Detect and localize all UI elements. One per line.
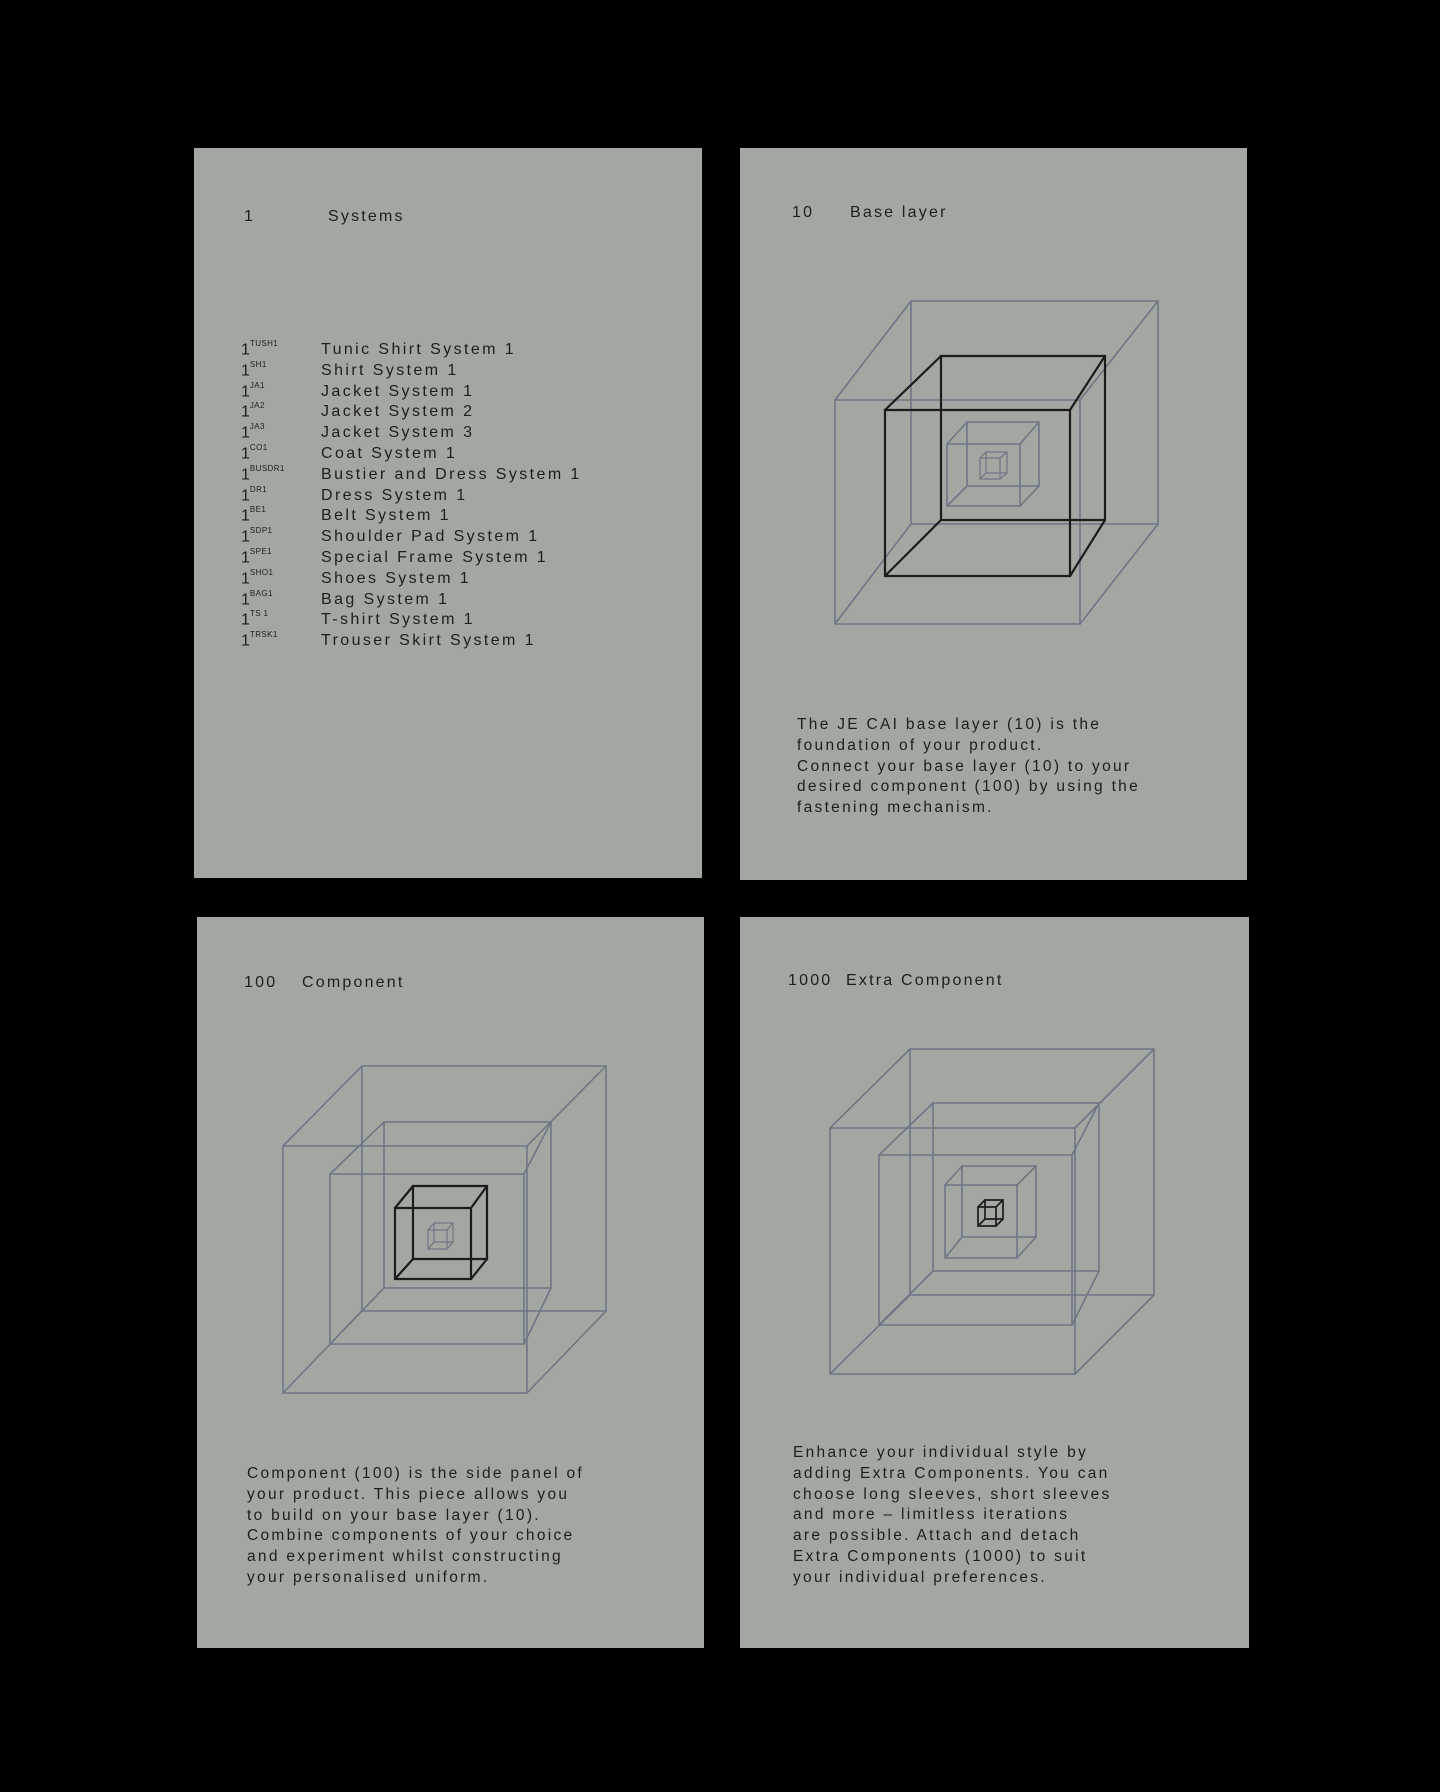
system-name: Shirt System 1 [321, 361, 459, 379]
extra-component-cube [428, 1223, 453, 1249]
card-description: The JE CAI base layer (10) is the foundation of your product. Connect your base layer (10) to your desired component (100) by using the fastening mechanism. [797, 716, 1141, 817]
system-code: $1^{SHO1}$ [241, 567, 274, 588]
extra-component-cube [978, 1200, 1003, 1226]
system-list-item [241, 424, 661, 444]
system-list-item [241, 403, 661, 423]
card-title: Extra Component [846, 972, 1004, 989]
extra-component-card [740, 917, 1249, 1648]
system-name: Bag System 1 [321, 590, 450, 608]
system-name: Dress System 1 [321, 486, 468, 504]
system-list-item [241, 359, 661, 382]
system-code: $1^{TRSK1}$ [241, 630, 278, 650]
system-code: $1^{BAG1}$ [241, 588, 273, 608]
base-layer-cube [885, 356, 1105, 576]
base-layer-cube [879, 1103, 1099, 1325]
system-list-item [241, 380, 661, 403]
systems-card [194, 148, 702, 878]
card-description: Component (100) is the side panel of your product. This piece allows you to build on your base layer (10). Combine components of your choice and experiment whilst constructing your personalised uniform. [247, 1465, 584, 1586]
system-list-item [241, 528, 661, 548]
card-number: 1000 [788, 972, 833, 989]
system-list-item [241, 463, 661, 486]
system-code: $1^{BUSDR1}$ [241, 463, 285, 484]
system-list-item [241, 341, 661, 361]
system-name: Belt System 1 [321, 507, 451, 525]
system-name: T-shirt System 1 [321, 611, 475, 629]
system-code: $1^{BE1}$ [241, 505, 267, 525]
system-name: Jacket System 1 [321, 382, 475, 400]
system-list-item [241, 611, 661, 631]
system-name: Coat System 1 [321, 445, 458, 462]
card-number: 10 [792, 204, 815, 221]
component-cube [947, 422, 1039, 506]
system-code: $1^{SH1}$ [241, 359, 267, 380]
system-code: $1^{SDP1}$ [241, 526, 273, 546]
system-name: Bustier and Dress System 1 [321, 465, 582, 483]
system-name: Shoes System 1 [321, 569, 472, 587]
system-code: $1^{DR1}$ [241, 484, 268, 504]
system-name: Jacket System 3 [321, 424, 475, 442]
system-code: $1^{JA2}$ [241, 401, 265, 421]
system-code: $1^{TS 1}$ [241, 609, 269, 629]
system-name: Tunic Shirt System 1 [321, 341, 517, 358]
system-name: Shoulder Pad System 1 [321, 528, 540, 546]
system-code: $1^{CO1}$ [241, 443, 268, 463]
card-description: Enhance your individual style by adding Extra Components. You can choose long sleeves, short sleeves and more – limitless iterations are possible. Attach and detach Extra Components (1000) to suit your individual preferences. [793, 1444, 1112, 1586]
system-list-item [241, 445, 661, 465]
system-list-item [241, 484, 661, 507]
card-number: 100 [244, 974, 278, 991]
system-name: Trouser Skirt System 1 [321, 632, 536, 650]
component-cube [945, 1166, 1036, 1258]
card-title: Component [302, 974, 405, 991]
card-number: 1 [244, 208, 256, 225]
system-name: Jacket System 2 [321, 403, 475, 421]
card-title: Base layer [850, 204, 948, 221]
extra-component-cube [980, 452, 1007, 479]
system-list-item [241, 567, 661, 590]
system-name: Special Frame System 1 [321, 549, 549, 566]
system-list-item [241, 632, 661, 652]
system-code: $1^{SPE1}$ [241, 547, 272, 567]
system-list-item [241, 507, 661, 527]
system-code: $1^{TUSH1}$ [241, 339, 279, 359]
component-card [197, 917, 704, 1648]
system-code: $1^{JA1}$ [241, 380, 265, 400]
system-code: $1^{JA3}$ [241, 422, 265, 442]
component-cube [395, 1186, 487, 1279]
system-list-item [241, 588, 661, 611]
base-layer-card [740, 148, 1247, 880]
card-header [244, 208, 405, 280]
card-title: Systems [328, 208, 405, 225]
system-list-item [241, 549, 661, 569]
